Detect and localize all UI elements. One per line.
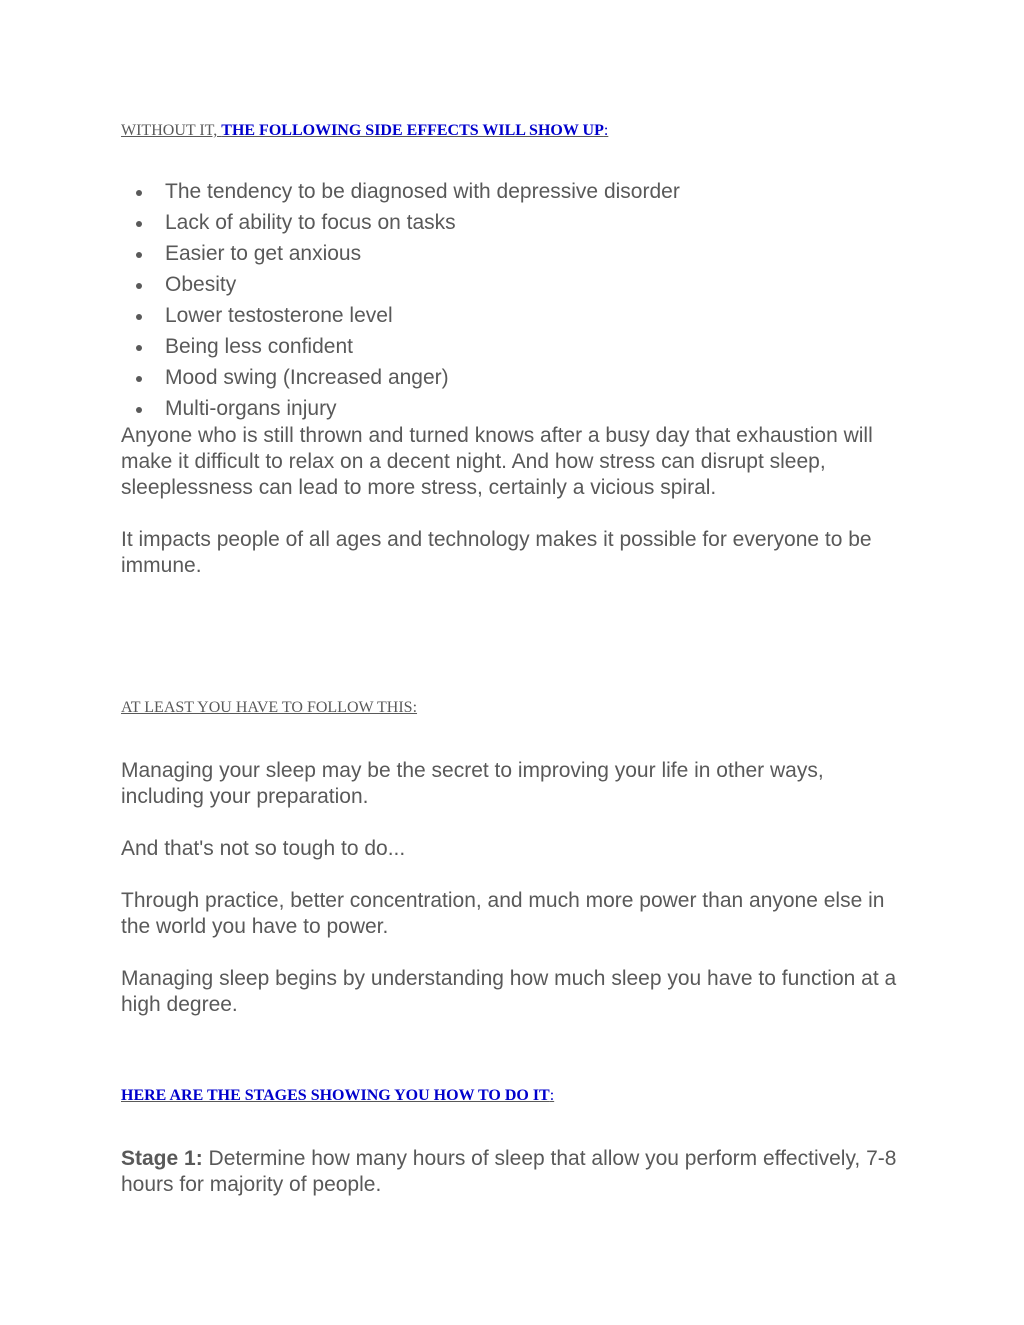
understanding-paragraph: Managing sleep begins by understanding how much sleep you have to function at a high degree. [121,967,897,1016]
side-effects-heading-colon: : [603,122,609,139]
follow-this-heading: AT LEAST YOU HAVE TO FOLLOW THIS: [121,699,418,716]
list-item: The tendency to be diagnosed with depressive disorder [165,179,965,210]
practice-paragraph: Through practice, better concentration, and much more power than anyone else in the world you have to power. [121,889,885,938]
stages-heading-link[interactable]: HERE ARE THE STAGES SHOWING YOU HOW TO DO IT [121,1087,550,1104]
stage-1-paragraph [121,1146,911,1198]
exhaustion-paragraph: Anyone who is still thrown and turned knows after a busy day that exhaustion will make it difficult to relax on a decent night. And how stress can disrupt sleep, sleeplessness can lead to more stress, certainly a vicious spiral. [121,424,873,499]
list-item: Mood swing (Increased anger) [165,365,965,396]
list-item: Easier to get anxious [165,241,965,272]
side-effects-list [121,179,965,427]
stages-heading [121,1086,554,1106]
list-item: Obesity [165,272,965,303]
list-item: Being less confident [165,334,965,365]
side-effects-heading-link[interactable]: THE FOLLOWING SIDE EFFECTS WILL SHOW UP [221,122,604,139]
stages-heading-colon: : [549,1087,555,1104]
side-effects-heading-prefix: WITHOUT IT, [121,122,222,139]
stage-1-label: Stage 1: [121,1147,203,1170]
list-item: Lack of ability to focus on tasks [165,210,965,241]
list-item: Multi-organs injury [165,396,965,427]
side-effects-heading [121,121,608,141]
stage-1-text: Determine how many hours of sleep that allow you perform effectively, 7-8 hours for majority of people. [121,1147,897,1196]
list-item: Lower testosterone level [165,303,965,334]
managing-sleep-paragraph: Managing your sleep may be the secret to improving your life in other ways, including your preparation. [121,759,824,808]
impact-paragraph: It impacts people of all ages and technology makes it possible for everyone to be immune. [121,528,872,577]
not-tough-paragraph: And that's not so tough to do... [121,837,406,860]
